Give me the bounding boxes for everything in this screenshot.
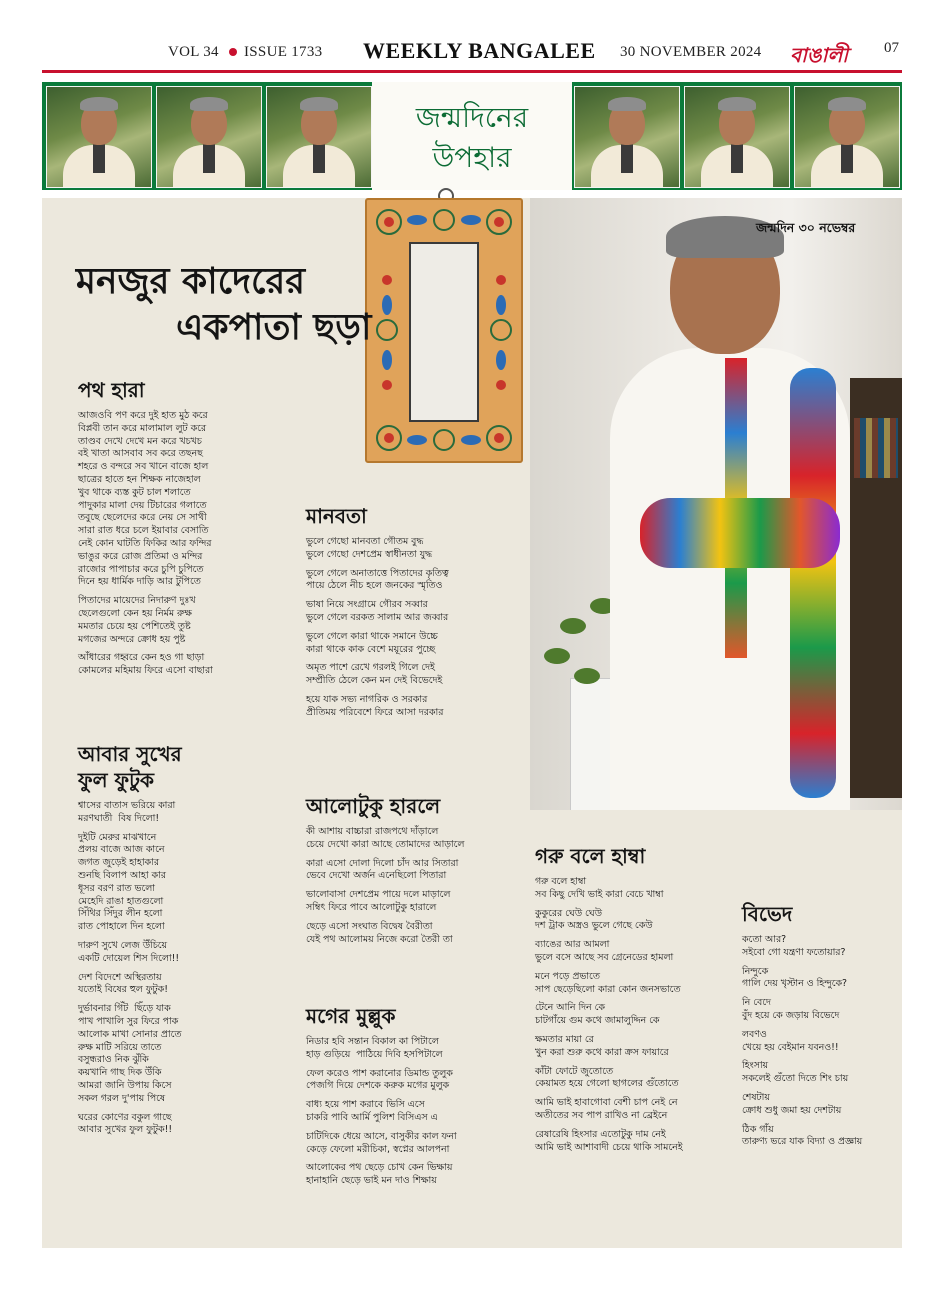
separator-dot-icon — [229, 48, 237, 56]
poem-line: খুব থাকে ব্যস্ত কুট চাল শলাতে — [78, 486, 191, 498]
poem-line: নি বেদে — [742, 997, 771, 1009]
poem-title: মানবতা — [306, 504, 367, 528]
banner-title-box — [372, 82, 572, 190]
banner-title-line2: উপহার — [432, 141, 512, 174]
portrait-thumbnail — [574, 86, 680, 188]
banner-title-line1: জন্মদিনের — [415, 101, 529, 134]
poem-line: সাপ ছেড়েছিলো কারা কোন জনসভাতে — [535, 983, 681, 995]
poem-title: আবার সুখের — [78, 742, 182, 766]
poem-line: আমি ভাই আশাবাদী চেয়ে থাকি সামনেই — [535, 1141, 683, 1153]
poem-line: সইবো গো যন্ত্রণা ফতোয়ার? — [742, 946, 846, 958]
poem-line: একটি দোয়েল শিস দিলো!! — [78, 952, 180, 964]
poem-line: চেয়ে দেখো কারা আছে তোমাদের আড়ালে — [306, 838, 465, 850]
poem-line: প্রীতিময় পরিবেশে ফিরে আসা দরকার — [306, 706, 444, 718]
decorative-mirror-image — [365, 198, 523, 463]
poem-line: আজওবি পণ করে দুই হাত মুঠ করে — [78, 410, 208, 421]
poem-line: নেই কোন ঘাটতি ফিকির আর ফন্দির — [78, 537, 212, 549]
poem-line: আবার সুখের ফুল ফুটুক!! — [78, 1124, 173, 1136]
poem-line: দারুণ সুখে লেজ উঁচিয়ে — [78, 939, 168, 951]
poem-title: মগের মুল্লুক — [306, 1004, 396, 1028]
poem-line: তারুণ্য ভরে যাক বিদ্যা ও প্রজ্ঞায় — [742, 1136, 863, 1148]
poem-line: ফেল করেও পাশ করানোর ডিমান্ড তুলুক — [306, 1067, 453, 1079]
poem-line: ছেড়ে এসো সংঘাত বিদ্বেষ বৈরীতা — [306, 920, 433, 932]
poem-line: কুকুরের ঘেউ ঘেউ — [535, 907, 602, 919]
poem-line: রাত পোহালে দিন হলো — [78, 921, 165, 933]
poem-line: কেয়ামত হয়ে গেলো ছাগলের গুঁতোতে — [535, 1078, 679, 1090]
poem-line: হানাহানি ছেড়ে ভাই মন দাও শিক্ষায় — [306, 1175, 437, 1187]
birthday-caption: জন্মদিন ৩০ নভেম্বর — [756, 220, 856, 235]
poem-line: আলোক মাখা সোনার প্রাতে — [78, 1028, 182, 1040]
poem-line: কাঁটা ফোটে জুতোতে — [535, 1065, 614, 1077]
poem-line: আলোকের পথ ছেড়ে চোখ কেন ভিক্ষায় — [306, 1162, 453, 1174]
poem-line: পাদুকার মালা দেয় টিচারের গলাতে — [78, 499, 207, 511]
poem-line: দশ ট্রাক অস্ত্রও ভুলে গেছে কেউ — [535, 920, 653, 932]
poem-line: কেড়ে ফেলো মরীচিকা, স্বপ্নের আলপনা — [306, 1143, 450, 1155]
poem-line: দুর্ভাবনার গিঁট ছিঁড়ে যাক — [78, 1003, 171, 1015]
poem-line: শ্বাসের বাতাস ভরিয়ে কারা — [78, 800, 176, 811]
volume-label: VOL 34 — [168, 44, 219, 60]
poem-line: নিন্দুকে — [742, 965, 769, 977]
poem-body — [78, 800, 181, 1137]
poem-body — [78, 410, 213, 678]
poem-title: পথ হারা — [78, 378, 145, 402]
article-title-line1: মনজুর কাদেরের — [76, 260, 306, 302]
poem-title: গরু বলে হাম্বা — [535, 844, 646, 868]
poem-title: আলোটুকু হারলে — [306, 794, 441, 818]
poem-line: বসুন্ধরাও নিক ঝুঁকি — [78, 1054, 149, 1066]
poem-body — [306, 1036, 457, 1188]
poem-line: হিংসায় — [742, 1060, 769, 1072]
portrait-thumbnail — [794, 86, 900, 188]
poem-line: ঘরের কোণের বকুল গাছে — [78, 1111, 172, 1123]
poem-line: আমি ভাই হাবাগোবা বেশী চাপ নেই নে — [535, 1097, 678, 1109]
poem-line: প্রলয় বাজে আজ কানে — [78, 844, 165, 856]
poem-line: বই খাতা আসবাব সব করে তছনছ — [78, 448, 203, 460]
poem-line: দুইটি মেরুর মাঝখানে — [78, 831, 157, 843]
poem-line: মেহেদি রাঙা হাতগুলো — [78, 895, 164, 907]
poem-line: জগত জুড়েই হাহাকার — [78, 857, 159, 869]
poem-line: ভাষা নিয়ে সংগ্রামে গৌরব সব্বার — [306, 599, 428, 611]
poem-line: নিডার হবি সন্তান বিকাল কা পিটালে — [306, 1036, 439, 1047]
poem-line: হাড় গুড়িয়ে পাঠিয়ে দিবি হসপিটালে — [306, 1048, 443, 1060]
poem-line: রাজোর পাপাচার করে চুপি চুপিতে — [78, 563, 204, 575]
poem-title: বিভেদ — [742, 902, 793, 926]
poem-body — [535, 876, 683, 1154]
poem-line: কারা থাকে কাক বেশে ময়ূরের পুচ্ছে — [306, 643, 436, 655]
poem-line: আমরা জানি উপায় কিসে — [78, 1079, 172, 1091]
poem-line: সম্বিৎ ফিরে পাবে আলোটুকু হারালে — [306, 901, 437, 913]
poem-line: হয়ে যাক সভ্য নাগরিক ও সরকার — [306, 693, 428, 705]
poem-line: ব্যাঙের আর আমলা — [535, 939, 610, 951]
poem-line: কারা এসো দোলা দিলো চাঁদ আর সিতারা — [306, 857, 459, 869]
poem-line: বাধ্য হয়ে পাশ করাবে ভিসি এসে — [306, 1099, 425, 1111]
poem-line: যতোই বিষের হুল ফুটুক! — [78, 984, 168, 996]
poem-line: সারা রাত ধরে চলে ইয়াবার বেসাতি — [78, 525, 209, 537]
poem-line: যেই পথ আলোময় নিজে করো তৈরী তা — [306, 933, 453, 945]
poem-line: পাখ পাখালি সুর ফিরে পাক — [78, 1015, 179, 1027]
poem-line: ভুলে গেছো দেশপ্রেম স্বাধীনতা যুদ্ধ — [306, 548, 433, 560]
poet-photo — [530, 198, 902, 810]
poem-line: ভাঙুর করে রোজ প্রতিমা ও মন্দির — [78, 550, 203, 562]
poem-line: ছাত্রের হাতে হন শিক্ষক নাজেহাল — [78, 473, 201, 485]
poem-body — [306, 536, 449, 720]
poem-line: শহরে ও বন্দরে সব খানে বাজে হাল — [78, 461, 209, 473]
poem-line: ক্রোধ শুধু জমা হয় দেশটায় — [742, 1104, 842, 1116]
portrait-thumbnail — [266, 86, 372, 188]
publication-logo: বাঙালী — [790, 43, 849, 67]
poem-line: ধূসর বরণ রাত ভলো — [78, 882, 155, 894]
publication-title: WEEKLY BANGALEE — [363, 38, 596, 63]
poem-line: কোমলের মহিমায় ফিরে এসো বাছারা — [78, 665, 213, 677]
poem-line: মরণঘাতী বিষ দিলো! — [78, 812, 160, 824]
poem-line: কী আশায় বাচ্চারা রাজপথে দাঁড়ালে — [306, 826, 439, 837]
poem-line: দিনে হয় ধার্মিক দাড়ি আর টুপিতে — [78, 576, 201, 588]
poem-line: ভেবে দেখো অর্জন এনেছিলো পিতারা — [306, 870, 447, 882]
poem-line: ভুলে গেলে কারা থাকে সমানে উচ্চে — [306, 630, 438, 642]
poem-line: গালি দেয় খৃস্টান ও হিন্দুকে? — [742, 978, 848, 990]
poem-line: ছেলেগুলো কেন হয় নির্মম রুক্ষ — [78, 607, 192, 619]
poem-line: মনে পড়ে প্রভাতে — [535, 970, 600, 982]
poem-line: পায়ে ঠেলে নীচ হলে জনকের স্মৃতিও — [306, 580, 443, 592]
poem-line: খেয়ে হয় বেইমান যবনও!! — [742, 1041, 839, 1053]
portrait-thumbnail — [156, 86, 262, 188]
poem-line: পেজগি দিয়ে দেশকে করুক মগের মুলুক — [306, 1080, 450, 1092]
poem-line: চাটগাঁয়ে গুম কথে জামালুদ্দিন কে — [535, 1015, 660, 1027]
poem-line: শুনছি বিলাপ আহা কার — [78, 869, 166, 881]
poem-line: অমৃত পাশে রেখে গরলই গিলে দেই — [306, 662, 435, 674]
poem-line: ভুলে গেলে বরকত সালাম আর জব্বার — [306, 611, 449, 623]
poem-line: টেনে আনি দিন কে — [535, 1002, 605, 1014]
portrait-thumbnail — [46, 86, 152, 188]
poem-line: সম্প্রীতি ঠেলে কেন মন দেই বিভেদেই — [306, 675, 443, 687]
masthead — [0, 0, 945, 72]
article-title-line2: একপাতা ছড়া — [176, 306, 372, 348]
poem-line: অতীতের সব পাপ রাখিও না ব্রেইনে — [535, 1109, 668, 1121]
poem-line: তাণ্ডব দেখে দেখে মন করে খচখচ — [78, 435, 202, 447]
poem-line: কতো আর? — [742, 934, 787, 945]
poem-line: রুক্ষ মাটি সরিয়ে তাতে — [78, 1041, 162, 1053]
poem-line: সকল গরল দু'পায় পিষে — [78, 1092, 166, 1104]
poem-line: লবণও — [742, 1028, 767, 1040]
poem-line: তবুছে ছেলেদের করে নেয় সে সাথী — [78, 512, 207, 524]
issue-label: ISSUE 1733 — [244, 44, 323, 60]
poem-line: সকলেই গুঁতো দিতে শিং চায় — [742, 1073, 849, 1085]
poem-line: ঠিক গাঁয় — [742, 1123, 774, 1135]
poem-line: বিপ্লবী তান করে মালামাল লুট করে — [78, 422, 207, 434]
poem-line: বুঁদ হয়ে কে জড়ায় বিভেদে — [742, 1009, 840, 1021]
poem-line: ক্ষমতার মায়া রে — [535, 1033, 594, 1045]
poem-line: কয়খানি গাছ দিক উঁকি — [78, 1067, 162, 1079]
page-number: 07 — [884, 40, 899, 56]
poem-line: রেষারেষি হিংসার এতোটুকু দাম নেই — [535, 1128, 666, 1140]
poem-line: দেশ বিদেশে অস্থিরতায় — [78, 971, 162, 983]
poem-line: চাকরি পাবি আর্মি পুলিশ বিসিএস এ — [306, 1111, 438, 1123]
poem-line: ভুলে বসে আছে সব গ্রেনেডের হামলা — [535, 951, 674, 963]
poem-line: সিঁথির সিঁদুর লীন হলো — [78, 908, 163, 920]
poem-title-line2: ফুল ফুটুক — [78, 768, 154, 792]
poem-line: মমতার চেয়ে হয় পেশিতেই তুষ্ট — [78, 620, 191, 632]
poem-line: ভুলে গেছো মানবতা গৌতম বুদ্ধ — [306, 536, 424, 547]
poem-line: পিতাদের মায়েদের নিদারুণ দুঃখ — [78, 595, 196, 607]
poem-line: গরু বলে হাম্বা — [535, 876, 587, 887]
poem-line: আঁধারের গহ্বরে কেন হও গা ছাড়া — [78, 652, 205, 664]
poem-line: শেষটায় — [742, 1091, 770, 1103]
poem-line: ভালোবাসা দেশপ্রেম পায়ে দলে মাড়ালে — [306, 889, 451, 901]
poem-body — [306, 826, 464, 946]
birthday-banner — [42, 82, 902, 190]
header-divider — [42, 70, 902, 73]
issue-date: 30 NOVEMBER 2024 — [620, 44, 762, 60]
portrait-thumbnail — [684, 86, 790, 188]
poem-line: সব কিছু দেখি ভাই কারা বেচে খাম্বা — [535, 888, 664, 900]
poem-line: খুন করা শুরু কথে কারা ক্রস ফায়ারে — [535, 1046, 669, 1058]
poem-line: ভুলে গেলে অনাতাত্তে পিতাদের কৃতিত্ব — [306, 567, 449, 579]
poem-line: চাটিদিকে ধেয়ে আসে, বাসুকীর কাল ফনা — [306, 1130, 457, 1142]
poem-line: মগজের অন্দরে ক্রোধ হয় পুষ্ট — [78, 633, 186, 645]
poem-body — [742, 934, 862, 1149]
